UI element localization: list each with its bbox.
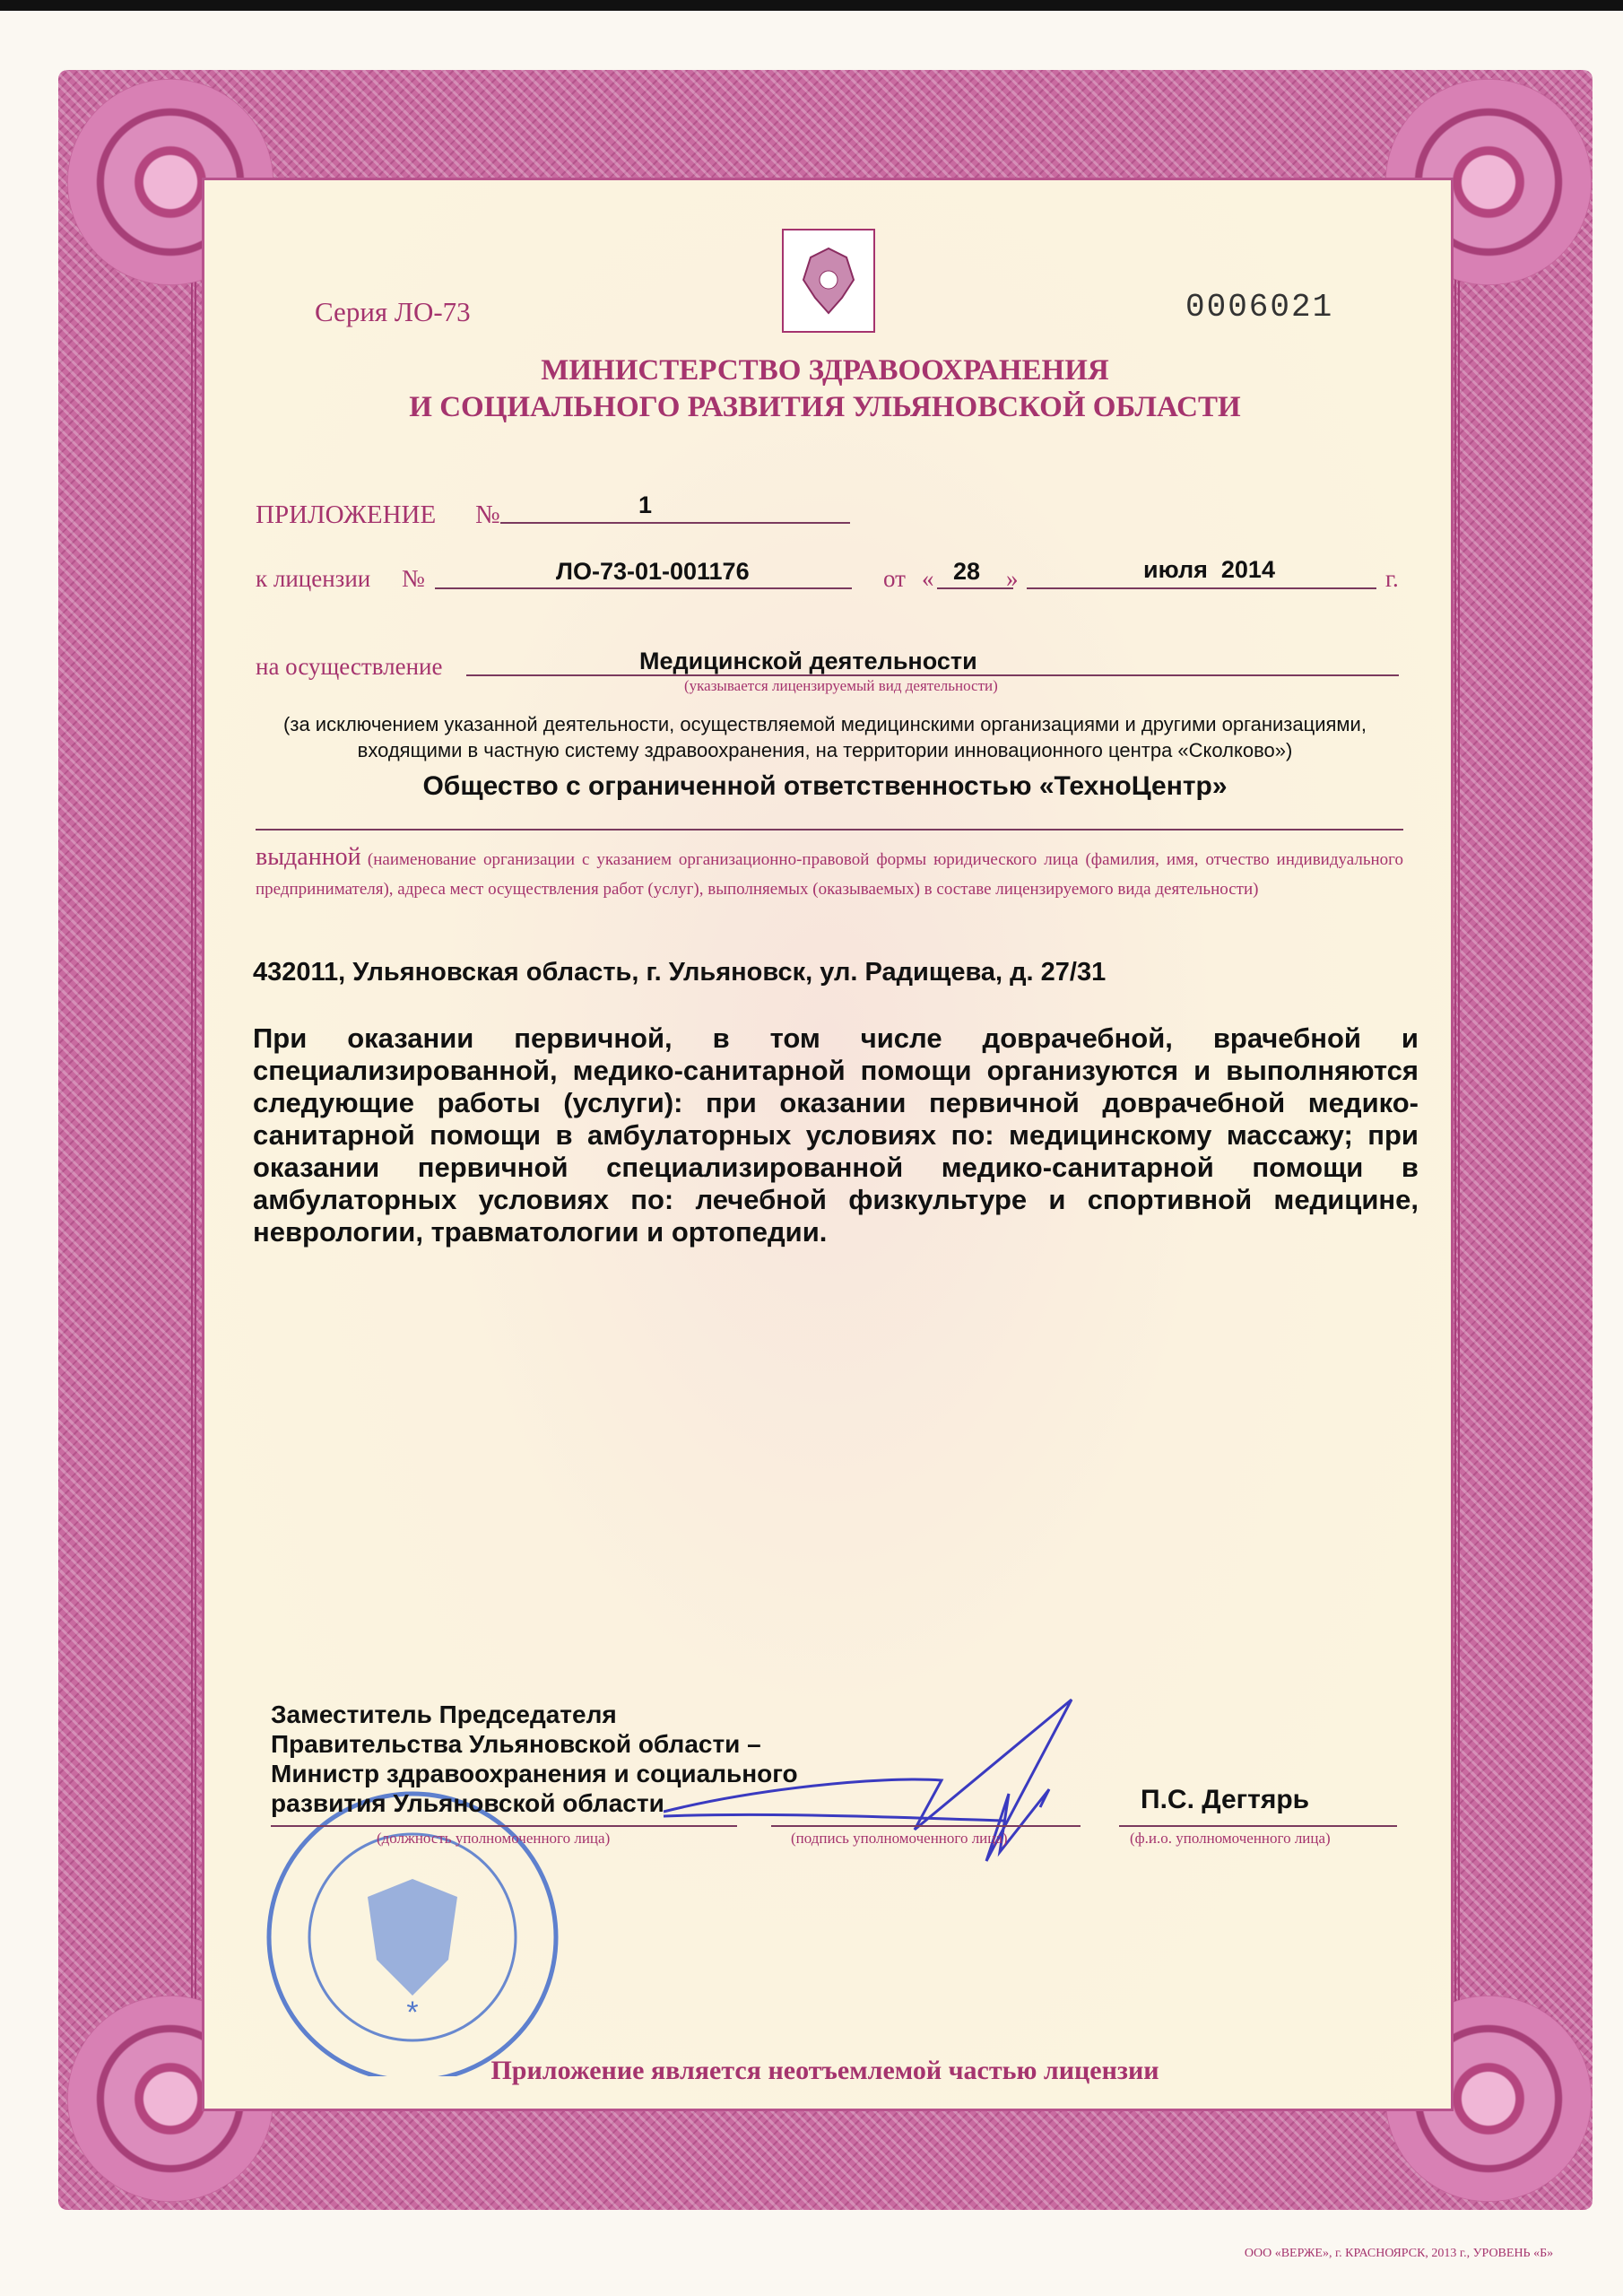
- appendix-label: ПРИЛОЖЕНИЕ: [256, 500, 437, 529]
- signature-hint: (подпись уполномоченного лица): [791, 1830, 1008, 1847]
- series-label: Серия ЛО-73: [315, 296, 471, 327]
- signer-name: П.С. Дегтярь: [1141, 1785, 1310, 1814]
- coat-of-arms-icon: [782, 229, 875, 333]
- licensed-services-text: При оказании первичной, в том числе доврачебной, врачебной и специализированной, медико-санитарной помощи организуются и выполняются следующие работы (услуги): при оказании первичной доврачебной медико-санитарной помощи в амбулаторных условиях по: медицинскому массажу; при оказании первичной специализированной медико-санитарной помощи в амбулаторных условиях по: лечебной физкультуре и спортивной медицине, неврологии, травматологии и ортопедии.: [253, 1022, 1419, 1248]
- appendix-number: 1: [638, 491, 653, 518]
- activity-hint: (указывается лицензируемый вид деятельности): [684, 677, 998, 694]
- quote-close: »: [1006, 565, 1019, 592]
- issued-hint: (наименование организации с указанием организационно-правовой формы юридического лица (фамилия, имя, отчество индивидуального предпринимателя), адреса мест осуществления работ (услуг), выполняемых (оказываемых) в составе лицензируемого вида деятельности): [256, 850, 1403, 899]
- svg-text:*: *: [406, 1996, 419, 2030]
- ministry-title-line2: И СОЦИАЛЬНОГО РАЗВИТИЯ УЛЬЯНОВСКОЙ ОБЛАСТИ: [409, 391, 1241, 423]
- activity-label: на осуществление: [256, 653, 443, 680]
- license-number-sign: №: [402, 565, 425, 592]
- license-day: 28: [953, 558, 981, 585]
- name-hint: (ф.и.о. уполномоченного лица): [1130, 1830, 1331, 1847]
- from-label: от: [883, 565, 906, 592]
- printer-info: ООО «ВЕРЖЕ», г. КРАСНОЯРСК, 2013 г., УРОВЕНЬ «Б»: [1244, 2247, 1554, 2260]
- license-month-year: июля 2014: [1143, 556, 1275, 583]
- ministry-title-line1: МИНИСТЕРСТВО ЗДРАВООХРАНЕНИЯ: [541, 354, 1109, 387]
- serial-number: 0006021: [1185, 289, 1334, 326]
- signer-position: Заместитель Председателя Правительства Ульяновской области – Министр здравоохранения и социального развития Ульяновской области: [271, 1700, 798, 1817]
- issued-label: выданной: [256, 843, 361, 871]
- license-label: к лицензии: [256, 565, 371, 592]
- scan-top-edge: [0, 0, 1623, 11]
- organization-address: 432011, Ульяновская область, г. Ульяновск, ул. Радищева, д. 27/31: [253, 958, 1107, 987]
- exception-line2: входящими в частную систему здравоохранения, на территории инновационного центра «Сколково»): [357, 739, 1293, 761]
- exception-line1: (за исключением указанной деятельности, осуществляемой медицинскими организациями и другими организациями,: [283, 713, 1367, 735]
- position-hint: (должность уполномоченного лица): [377, 1830, 611, 1847]
- activity-value: Медицинской деятельности: [639, 648, 977, 674]
- footer-note: Приложение является неотъемлемой частью лицензии: [490, 2056, 1159, 2085]
- appendix-number-sign: №: [475, 500, 500, 529]
- license-number: ЛО-73-01-001176: [556, 558, 750, 585]
- organization-name: Общество с ограниченной ответственностью «ТехноЦентр»: [422, 771, 1228, 801]
- issued-block: [256, 843, 1403, 905]
- year-suffix: г.: [1385, 565, 1399, 592]
- quote-open: «: [922, 565, 934, 592]
